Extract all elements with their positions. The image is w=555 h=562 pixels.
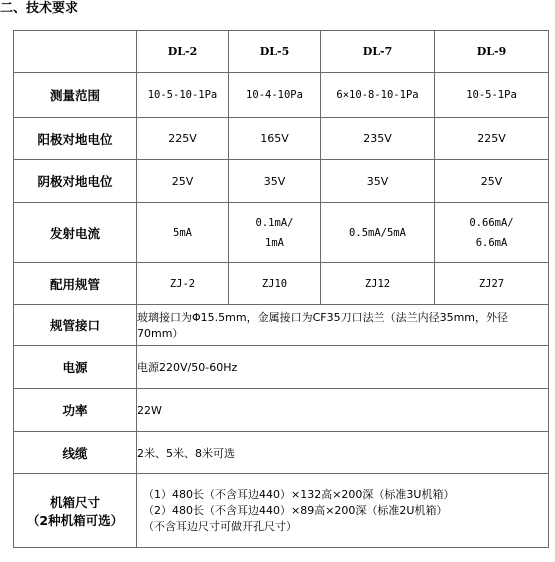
row-label-chassis [14,474,137,548]
row-label-emission: 发射电流 [14,203,137,263]
table-cell-wide: 22W [137,389,549,432]
table-cell [229,203,321,263]
header-cell-dl2: DL-2 [137,31,229,73]
table-row [14,203,549,263]
label-line: 机箱尺寸 [49,494,100,510]
table-row [14,474,549,548]
table-cell-wide: 电源220V/50-60Hz [137,346,549,389]
table-cell-wide: 2米、5米、8米可选 [137,432,549,474]
table-cell: ZJ12 [321,263,435,305]
table-cell: 10-5-10-1Pa [137,73,229,118]
row-label-cable: 线缆 [14,432,137,474]
chassis-note-line: （不含耳边尺寸可做开孔尺寸） [143,519,297,533]
cell-line: 6.6mA [475,236,508,249]
table-cell-wide [137,474,549,548]
table-row [14,346,549,389]
spec-table [13,30,549,548]
table-cell: 235V [321,118,435,160]
section-heading: 二、技术要求 [0,1,79,16]
table-cell: ZJ10 [229,263,321,305]
table-cell: ZJ-2 [137,263,229,305]
table-cell: 10-5-1Pa [435,73,549,118]
table-cell: 5mA [137,203,229,263]
table-cell: 6×10-8-10-1Pa [321,73,435,118]
table-row [14,305,549,346]
table-row [14,432,549,474]
table-cell: 35V [321,160,435,203]
table-cell: ZJ27 [435,263,549,305]
table-row [14,73,549,118]
table-row [14,263,549,305]
cell-line: 0.66mA/ [469,216,514,229]
row-label-gauge: 配用规管 [14,263,137,305]
cell-line: 1mA [265,236,284,249]
table-cell: 0.5mA/5mA [321,203,435,263]
row-label-power-supply: 电源 [14,346,137,389]
header-cell-empty [14,31,137,73]
table-row [14,389,549,432]
table-cell: 165V [229,118,321,160]
table-cell: 25V [137,160,229,203]
header-cell-dl5: DL-5 [229,31,321,73]
table-cell [435,203,549,263]
row-label-range: 测量范围 [14,73,137,118]
table-cell: 225V [435,118,549,160]
table-cell: 35V [229,160,321,203]
table-cell: 25V [435,160,549,203]
chassis-option-line: （2）480长（不含耳边440）×89高×200深（标准2U机箱） [143,503,448,517]
table-cell: 10-4-10Pa [229,73,321,118]
row-label-anode: 阳极对地电位 [14,118,137,160]
row-label-power: 功率 [14,389,137,432]
table-cell-wide: 玻璃接口为Φ15.5mm，金属接口为CF35刀口法兰（法兰内径35mm，外径70mm） [137,305,549,346]
table-row [14,118,549,160]
table-header-row [14,31,549,73]
table-cell: 225V [137,118,229,160]
header-cell-dl7: DL-7 [321,31,435,73]
row-label-interface: 规管接口 [14,305,137,346]
label-line: （2种机箱可选） [26,512,124,528]
cell-line: 0.1mA/ [255,216,294,229]
header-cell-dl9: DL-9 [435,31,549,73]
table-row [14,160,549,203]
chassis-option-line: （1）480长（不含耳边440）×132高×200深（标准3U机箱） [143,487,455,501]
row-label-cathode: 阴极对地电位 [14,160,137,203]
